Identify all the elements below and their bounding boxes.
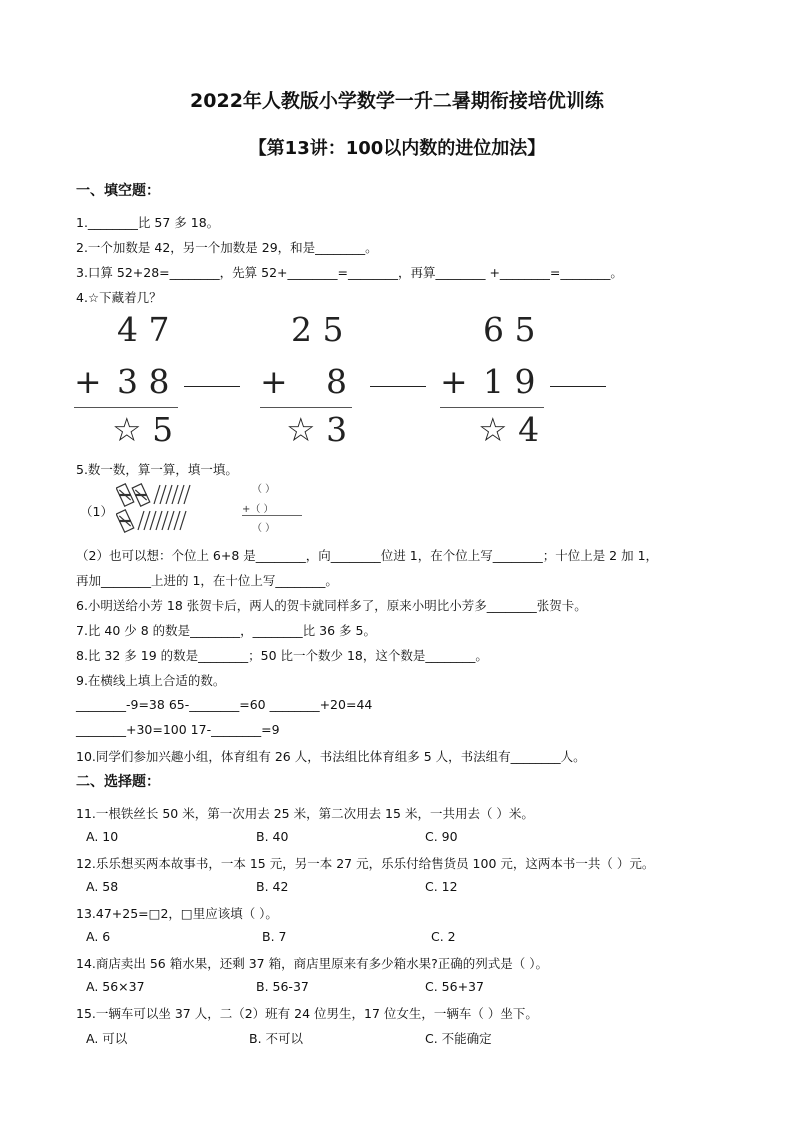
q5-part1-label: （1） xyxy=(80,504,113,519)
option-a[interactable]: A. 10 xyxy=(86,829,119,844)
question-12: 12.乐乐想买两本故事书，一本 15 元，另一本 27 元，乐乐付给售货员 100 元，这两本书一共（ ）元。 xyxy=(76,856,655,871)
vertical-addition-1 xyxy=(72,310,252,450)
stick-bundle-icon xyxy=(116,484,134,506)
option-a[interactable]: A. 58 xyxy=(86,879,119,894)
vertical-addition-2 xyxy=(258,310,438,450)
question-7: 7.比 40 少 8 的数是________，________比 36 多 5。 xyxy=(76,623,376,638)
question-1: 1.________比 57 多 18。 xyxy=(76,215,220,230)
stick-bundle-icon xyxy=(132,484,150,506)
plus-sign: + xyxy=(260,362,288,401)
option-a[interactable]: A. 6 xyxy=(86,929,111,944)
star-answer: ☆ 5 xyxy=(112,410,174,449)
paren-blank-top[interactable]: （ ） xyxy=(252,484,276,495)
plus-sign: + xyxy=(74,362,102,401)
sum-rule xyxy=(74,407,178,408)
question-10: 10.同学们参加兴趣小组，体育组有 26 人，书法组比体育组多 5 人，书法组有________人。 xyxy=(76,749,586,764)
question-6: 6.小明送给小芳 18 张贺卡后，两人的贺卡就同样多了，原来小明比小芳多________张贺卡。 xyxy=(76,598,587,613)
question-11: 11.一根铁丝长 50 米，第一次用去 25 米，第二次用去 15 米，一共用去（ ）米。 xyxy=(76,806,534,821)
sum-rule xyxy=(260,407,352,408)
question-9: 9.在横线上填上合适的数。 xyxy=(76,673,226,688)
lesson-subtitle: 【第13讲：100以内数的进位加法】 xyxy=(248,138,546,159)
section-fill-blanks-heading: 一、填空题： xyxy=(76,183,160,199)
option-b[interactable]: B. 7 xyxy=(262,929,287,944)
q5-vertical-blank xyxy=(240,478,310,538)
option-b[interactable]: B. 40 xyxy=(256,829,289,844)
question-5: 5.数一数，算一算，填一填。 xyxy=(76,462,238,477)
question-13: 13.47+25=□2，□里应该填（ ）。 xyxy=(76,906,278,921)
option-b[interactable]: B. 42 xyxy=(256,879,289,894)
question-3: 3.口算 52+28=________，先算 52+________=________，再算________ +________=________。 xyxy=(76,265,623,280)
addend-bottom: 3 8 xyxy=(117,362,170,401)
option-a[interactable]: A. 56×37 xyxy=(86,979,145,994)
star-answer: ☆ 4 xyxy=(478,410,540,449)
sticks-row-2 xyxy=(116,510,186,532)
section-choice-heading: 二、选择题： xyxy=(76,774,160,790)
option-a[interactable]: A. 可以 xyxy=(86,1031,128,1046)
addend-bottom: 1 9 xyxy=(483,362,536,401)
option-c[interactable]: C. 2 xyxy=(431,929,456,944)
question-9-row2: ________+30=100 17-________=9 xyxy=(76,722,280,737)
question-9-row1: ________-9=38 65-________=60 ________+20=44 xyxy=(76,697,373,712)
q5-sum-rule xyxy=(242,515,302,516)
question-8: 8.比 32 多 19 的数是________；50 比一个数少 18，这个数是________。 xyxy=(76,648,488,663)
answer-line xyxy=(184,386,240,387)
counting-sticks-image xyxy=(116,480,216,536)
option-b[interactable]: B. 56-37 xyxy=(256,979,309,994)
addend-bottom: 8 xyxy=(326,362,347,401)
question-5-part2-line2: 再加________上进的 1，在十位上写________。 xyxy=(76,573,338,588)
question-5-part2-line1: （2）也可以想：个位上 6+8 是________，向________位进 1，在个位上写________；十位上是 2 加 1， xyxy=(76,548,659,563)
question-15: 15.一辆车可以坐 37 人，二（2）班有 24 位男生，17 位女生，一辆车（ ）坐下。 xyxy=(76,1006,538,1021)
sticks-row-1 xyxy=(116,484,190,506)
addend-top: 6 5 xyxy=(483,310,536,349)
answer-line xyxy=(370,386,426,387)
stick-bundle-icon xyxy=(116,510,134,532)
page-title: 2022年人教版小学数学一升二暑期衔接培优训练 xyxy=(190,90,604,112)
answer-line xyxy=(550,386,606,387)
addend-top: 2 5 xyxy=(291,310,344,349)
plus-sign: + xyxy=(440,362,468,401)
addend-top: 4 7 xyxy=(117,310,170,349)
sum-rule xyxy=(440,407,544,408)
option-c[interactable]: C. 不能确定 xyxy=(425,1031,492,1046)
option-c[interactable]: C. 12 xyxy=(425,879,458,894)
option-b[interactable]: B. 不可以 xyxy=(249,1031,304,1046)
vertical-addition-3 xyxy=(438,310,618,450)
star-answer: ☆ 3 xyxy=(286,410,348,449)
question-4: 4.☆下藏着几？ xyxy=(76,290,162,305)
paren-blank-bottom[interactable]: （ ） xyxy=(252,523,276,534)
paren-blank-middle[interactable]: +（ ） xyxy=(242,504,274,515)
option-c[interactable]: C. 56+37 xyxy=(425,979,484,994)
question-2: 2.一个加数是 42，另一个加数是 29，和是________。 xyxy=(76,240,378,255)
option-c[interactable]: C. 90 xyxy=(425,829,458,844)
question-14: 14.商店卖出 56 箱水果，还剩 37 箱，商店里原来有多少箱水果?正确的列式是（ ）。 xyxy=(76,956,548,971)
